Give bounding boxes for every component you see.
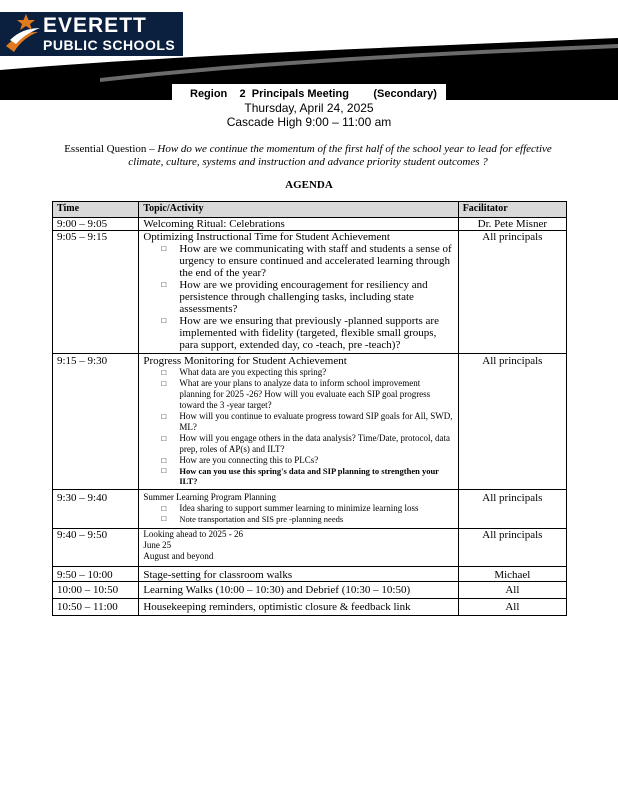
meeting-date: Thursday, April 24, 2025 <box>244 101 374 115</box>
agenda-heading: AGENDA <box>285 179 333 191</box>
row-topic-line: August and beyond <box>143 551 214 561</box>
row-time: 9:40 – 9:50 <box>53 529 139 567</box>
row-facilitator: All principals <box>458 354 566 490</box>
row-topic-title: Summer Learning Program Planning <box>143 492 277 502</box>
row-topic: Stage-setting for classroom walks <box>139 567 458 582</box>
table-row <box>53 218 567 231</box>
list-item: □ How can you use this spring's data and SIP planning to strengthen your ILT? <box>143 466 453 489</box>
row-topic: Welcoming Ritual: Celebrations <box>139 218 458 231</box>
table-row <box>53 529 567 567</box>
list-item: □ What data are you expecting this spring? <box>143 367 453 378</box>
table-row <box>53 231 567 354</box>
table-header-row <box>53 202 567 218</box>
header-time: Time <box>53 202 139 218</box>
row-facilitator: All principals <box>458 490 566 529</box>
row-time: 9:00 – 9:05 <box>53 218 139 231</box>
table-row <box>53 354 567 490</box>
row-topic <box>139 231 458 354</box>
meeting-location: Cascade High 9:00 – 11:00 am <box>226 115 392 129</box>
star-swoosh-icon <box>2 12 42 56</box>
row-time: 10:00 – 10:50 <box>53 582 139 599</box>
row-topic-title: Optimizing Instructional Time for Student Achievement <box>143 231 390 243</box>
meeting-title: Region 2 Principals Meeting (Secondary) <box>190 88 437 100</box>
essential-question <box>48 143 568 169</box>
logo-line1: EVERETT <box>43 14 147 37</box>
table-row <box>53 582 567 599</box>
row-topic-title: Progress Monitoring for Student Achievement <box>143 355 347 367</box>
list-item: □ Idea sharing to support summer learning to minimize learning loss <box>143 503 453 514</box>
row-topic: Learning Walks (10:00 – 10:30) and Debrief (10:30 – 10:50) <box>139 582 458 599</box>
row-topic <box>139 354 458 490</box>
table-row <box>53 490 567 529</box>
row-facilitator: All <box>458 582 566 599</box>
list-item: □ How will you engage others in the data analysis? Time/Date, protocol, data prep, roles of AP(s) and ILT? <box>143 433 453 455</box>
agenda-table <box>52 201 567 616</box>
row-time: 9:50 – 10:00 <box>53 567 139 582</box>
list-item: □ How are we ensuring that previously -planned supports are implemented with fidelity (targeted, flexible small groups, para support, extended day, co -teach, pre -teach)? <box>143 315 453 353</box>
row-topic-line: June 25 <box>143 540 172 550</box>
row-topic: Housekeeping reminders, optimistic closure & feedback link <box>139 599 458 616</box>
table-row <box>53 567 567 582</box>
header-facilitator: Facilitator <box>458 202 566 218</box>
list-item: □ How are you connecting this to PLCs? <box>143 455 453 466</box>
row-time: 10:50 – 11:00 <box>53 599 139 616</box>
row-facilitator: Michael <box>458 567 566 582</box>
list-item: □ How are we communicating with staff and students a sense of urgency to ensure continued and accelerated learning through the end of the year? <box>143 243 453 279</box>
row-topic-line: Looking ahead to 2025 - 26 <box>143 529 244 539</box>
list-item: □ What are your plans to analyze data to inform school improvement planning for 2025 -26? How will you evaluate each SIP goal progress toward the 3 -year target? <box>143 378 453 411</box>
list-item: □ How will you continue to evaluate progress toward SIP goals for All, SWD, ML? <box>143 411 453 433</box>
list-item: □ Note transportation and SIS pre -planning needs <box>143 514 453 528</box>
row-time: 9:05 – 9:15 <box>53 231 139 354</box>
logo-line2: PUBLIC SCHOOLS <box>43 37 176 53</box>
list-item: □ How are we providing encouragement for resiliency and persistence through challenging tasks, including state assessments? <box>143 279 453 315</box>
essential-question-text: – How do we continue the momentum of the first half of the school year to lead for effective climate, culture, systems and instruction and advance priority student outcomes ? <box>128 143 552 168</box>
row-facilitator: Dr. Pete Misner <box>458 218 566 231</box>
row-time: 9:30 – 9:40 <box>53 490 139 529</box>
essential-question-label: Essential Question <box>64 143 147 155</box>
row-time: 9:15 – 9:30 <box>53 354 139 490</box>
table-row <box>53 599 567 616</box>
row-topic <box>139 490 458 529</box>
header-topic: Topic/Activity <box>139 202 458 218</box>
row-facilitator: All <box>458 599 566 616</box>
row-facilitator: All principals <box>458 529 566 567</box>
row-facilitator: All principals <box>458 231 566 354</box>
row-topic <box>139 529 458 567</box>
district-logo <box>0 12 183 56</box>
